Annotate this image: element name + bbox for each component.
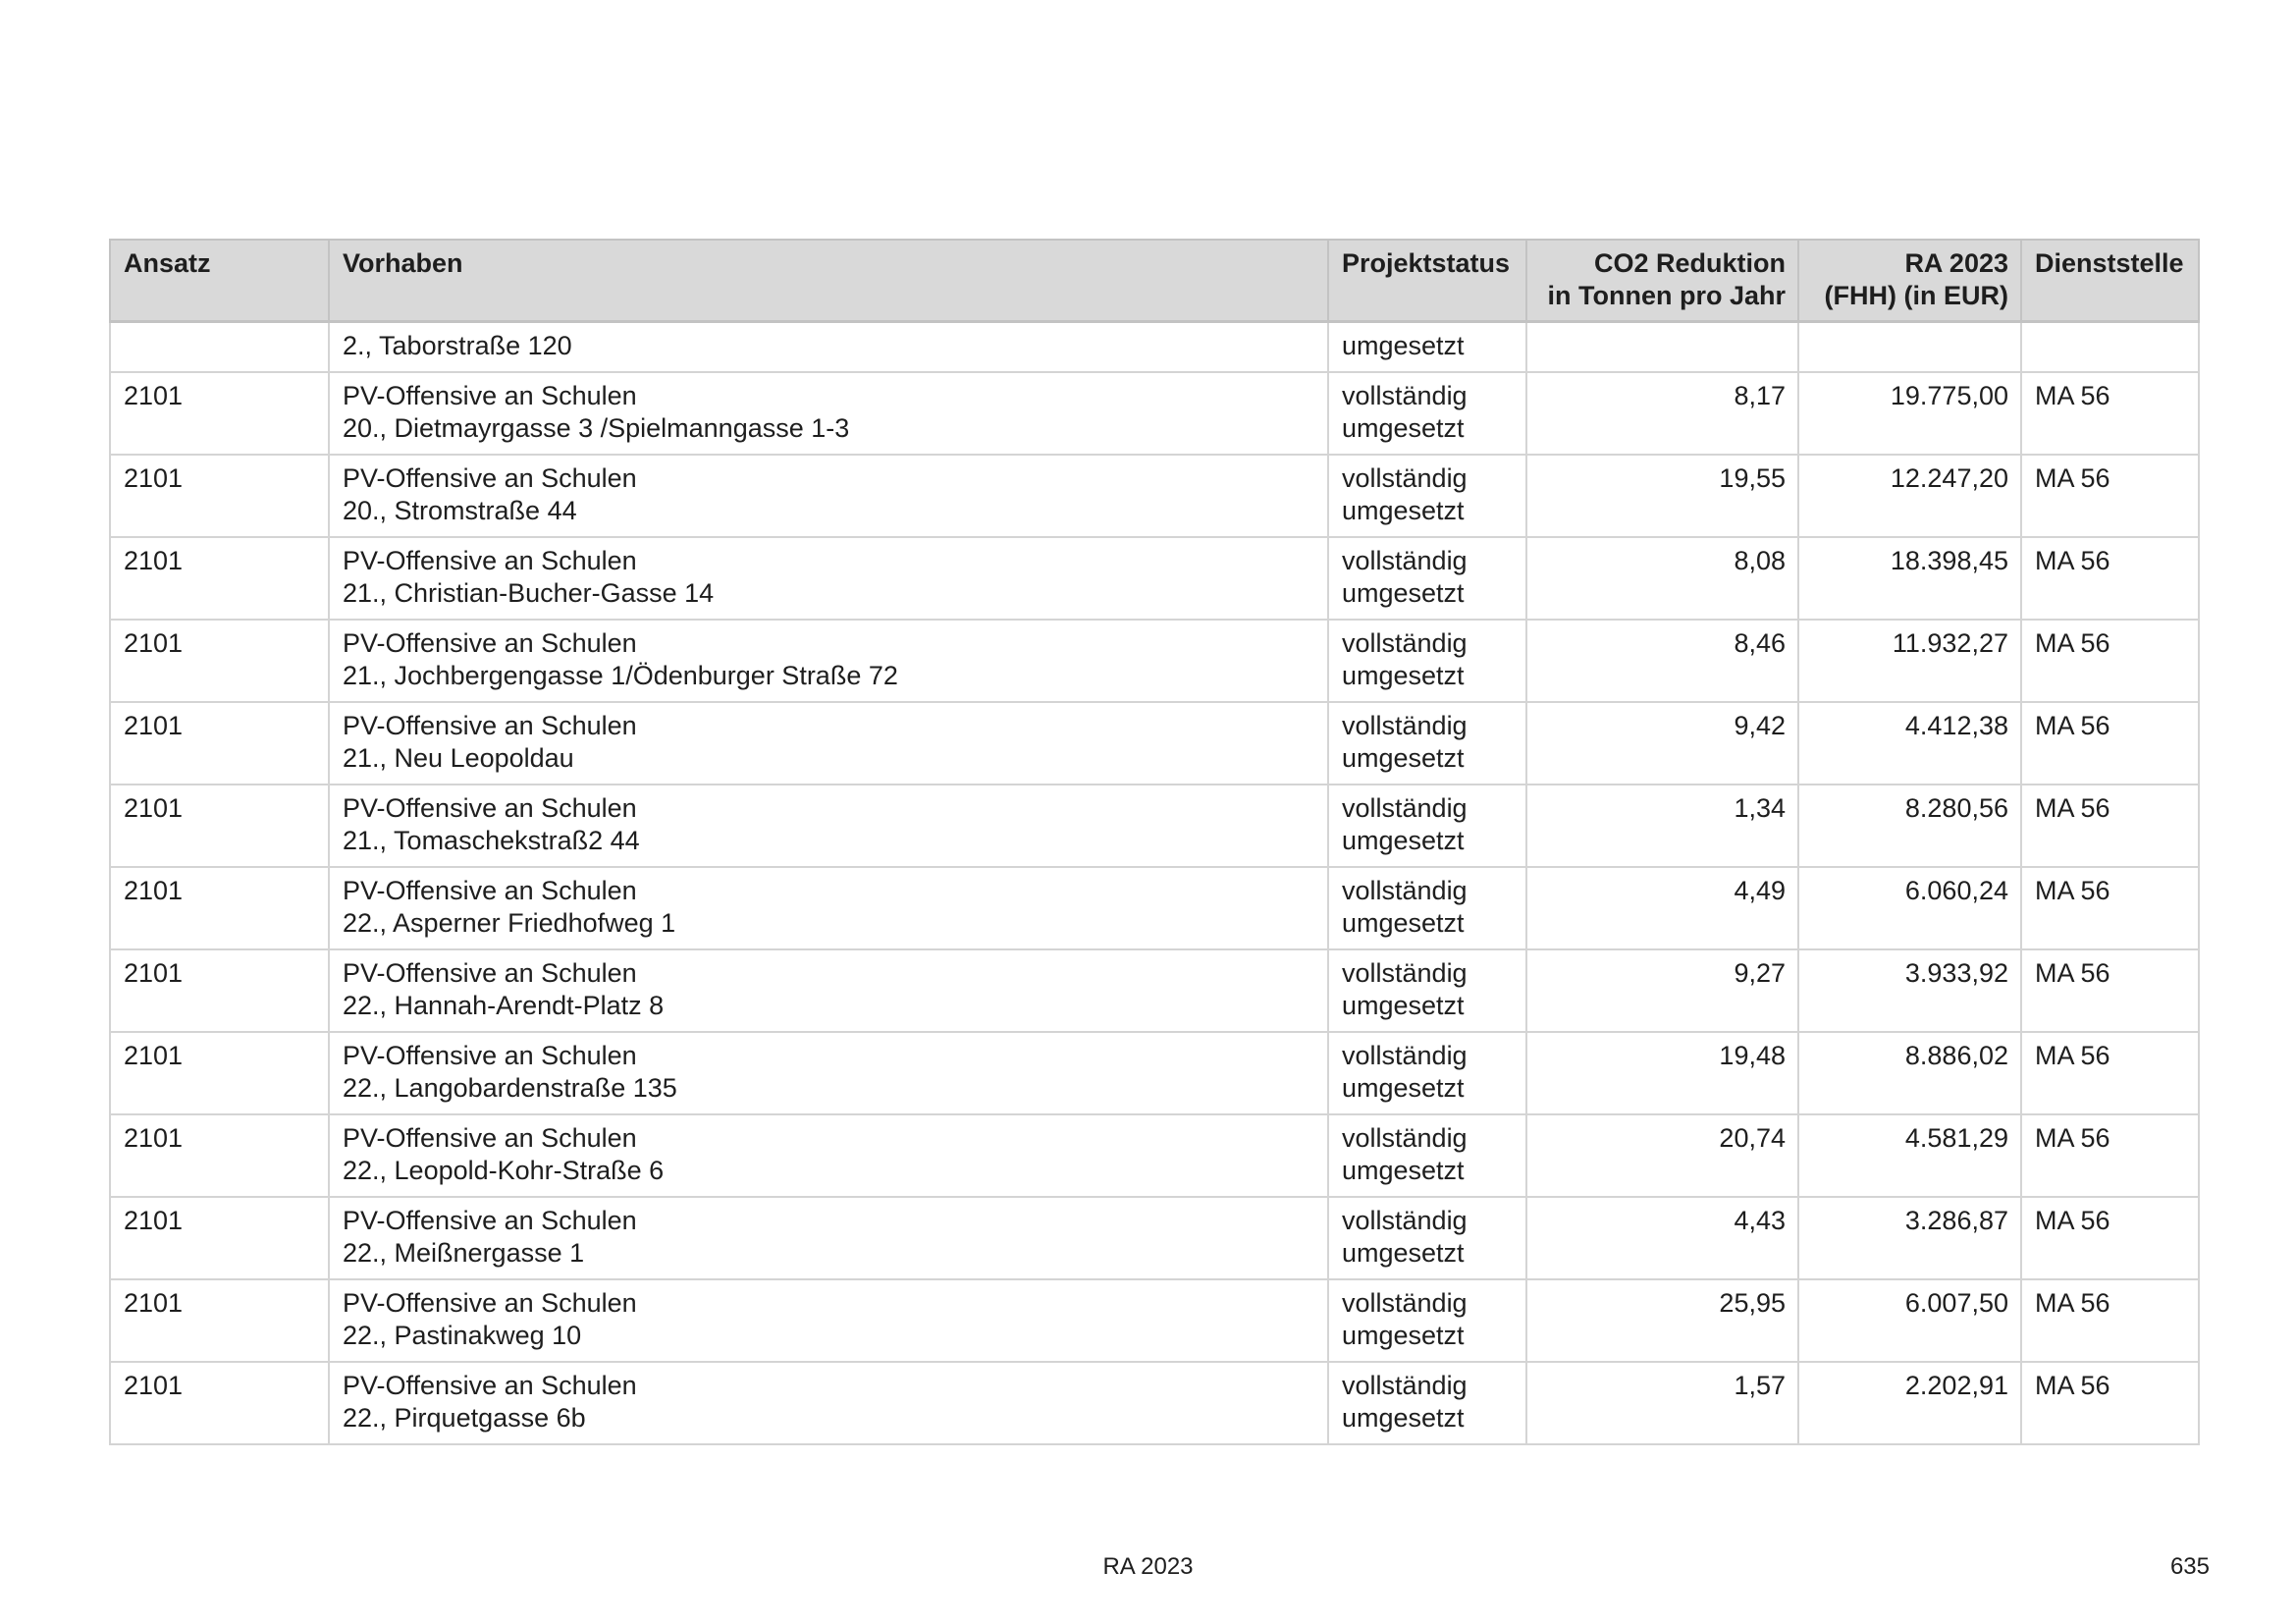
project-table xyxy=(109,239,2200,1445)
header-co2 xyxy=(1526,240,1798,321)
cell-vorhaben xyxy=(329,1279,1328,1362)
cell-text xyxy=(2035,330,2186,362)
table-row xyxy=(110,537,2199,620)
cell-text: 22., Leopold-Kohr-Straße 6 xyxy=(343,1156,665,1185)
table-row xyxy=(110,1197,2199,1279)
cell-text: 4,49 xyxy=(1734,876,1786,905)
cell-text: PV-Offensive an Schulen xyxy=(343,463,637,493)
cell-text: vollständig xyxy=(1342,463,1468,493)
cell-text: 2.202,91 xyxy=(1904,1371,2008,1400)
cell-text: umgesetzt xyxy=(1342,908,1465,938)
cell-text: 22., Meißnergasse 1 xyxy=(343,1238,585,1268)
cell-text: 9,27 xyxy=(1734,958,1786,988)
cell-text: umgesetzt xyxy=(1342,330,1465,360)
cell-ansatz xyxy=(110,455,329,537)
cell-text: 19,55 xyxy=(1719,463,1786,493)
header-label: Ansatz xyxy=(124,248,211,278)
cell-text xyxy=(1540,330,1786,362)
cell-projektstatus xyxy=(1328,1279,1526,1362)
cell-dienststelle xyxy=(2021,620,2199,702)
cell-text: PV-Offensive an Schulen xyxy=(343,381,637,410)
cell-text: 6.007,50 xyxy=(1904,1288,2008,1318)
cell-dienststelle xyxy=(2021,372,2199,455)
header-ansatz xyxy=(110,240,329,321)
header-label: CO2 Reduktion xyxy=(1593,248,1786,278)
cell-projektstatus xyxy=(1328,620,1526,702)
cell-text: vollständig xyxy=(1342,1123,1468,1153)
cell-text: MA 56 xyxy=(2035,1288,2110,1318)
cell-text: vollständig xyxy=(1342,1288,1468,1318)
cell-text: 8.280,56 xyxy=(1904,793,2008,823)
cell-projektstatus xyxy=(1328,372,1526,455)
cell-ansatz xyxy=(110,372,329,455)
header-dienststelle xyxy=(2021,240,2199,321)
cell-ra2023 xyxy=(1798,1032,2021,1114)
cell-ra2023 xyxy=(1798,702,2021,785)
header-label: Dienststelle xyxy=(2035,248,2184,278)
cell-text: 1,34 xyxy=(1734,793,1786,823)
cell-text: 2101 xyxy=(124,876,184,905)
cell-vorhaben xyxy=(329,620,1328,702)
cell-text: 9,42 xyxy=(1734,711,1786,740)
cell-text: 20,74 xyxy=(1719,1123,1786,1153)
cell-text: MA 56 xyxy=(2035,1371,2110,1400)
cell-text: 21., Christian-Bucher-Gasse 14 xyxy=(343,578,715,608)
cell-text: MA 56 xyxy=(2035,546,2110,575)
cell-text: 20., Dietmayrgasse 3 /Spielmanngasse 1-3 xyxy=(343,413,850,443)
cell-projektstatus xyxy=(1328,1114,1526,1197)
cell-vorhaben xyxy=(329,867,1328,949)
cell-text: PV-Offensive an Schulen xyxy=(343,958,637,988)
cell-text: 21., Neu Leopoldau xyxy=(343,743,574,773)
cell-projektstatus xyxy=(1328,321,1526,372)
cell-text: MA 56 xyxy=(2035,876,2110,905)
cell-text: PV-Offensive an Schulen xyxy=(343,1288,637,1318)
cell-projektstatus xyxy=(1328,537,1526,620)
cell-dienststelle xyxy=(2021,455,2199,537)
cell-ra2023 xyxy=(1798,1362,2021,1444)
cell-vorhaben xyxy=(329,1197,1328,1279)
cell-vorhaben xyxy=(329,321,1328,372)
cell-text: 2101 xyxy=(124,711,184,740)
cell-ansatz xyxy=(110,1197,329,1279)
cell-text: PV-Offensive an Schulen xyxy=(343,711,637,740)
cell-text: 22., Pastinakweg 10 xyxy=(343,1321,582,1350)
cell-ra2023 xyxy=(1798,785,2021,867)
cell-text xyxy=(124,330,316,362)
header-label: Projektstatus xyxy=(1342,248,1511,278)
cell-text: vollständig xyxy=(1342,711,1468,740)
cell-text: PV-Offensive an Schulen xyxy=(343,1041,637,1070)
cell-text: 22., Hannah-Arendt-Platz 8 xyxy=(343,991,665,1020)
cell-text: MA 56 xyxy=(2035,1206,2110,1235)
cell-dienststelle xyxy=(2021,785,2199,867)
cell-text: 3.933,92 xyxy=(1904,958,2008,988)
cell-text: umgesetzt xyxy=(1342,496,1465,525)
cell-text: vollständig xyxy=(1342,381,1468,410)
cell-ansatz xyxy=(110,321,329,372)
cell-projektstatus xyxy=(1328,949,1526,1032)
cell-projektstatus xyxy=(1328,1362,1526,1444)
header-label: in Tonnen pro Jahr xyxy=(1547,281,1786,310)
cell-ra2023 xyxy=(1798,1114,2021,1197)
cell-co2 xyxy=(1526,1279,1798,1362)
cell-text: 19,48 xyxy=(1719,1041,1786,1070)
cell-text: vollständig xyxy=(1342,628,1468,658)
cell-text: 6.060,24 xyxy=(1904,876,2008,905)
cell-text: MA 56 xyxy=(2035,628,2110,658)
cell-text: 12.247,20 xyxy=(1890,463,2008,493)
cell-text: 3.286,87 xyxy=(1904,1206,2008,1235)
cell-vorhaben xyxy=(329,702,1328,785)
cell-text: MA 56 xyxy=(2035,958,2110,988)
cell-text: umgesetzt xyxy=(1342,743,1465,773)
cell-text: 19.775,00 xyxy=(1890,381,2008,410)
cell-text: PV-Offensive an Schulen xyxy=(343,1123,637,1153)
cell-text: vollständig xyxy=(1342,793,1468,823)
cell-co2 xyxy=(1526,372,1798,455)
header-projektstatus xyxy=(1328,240,1526,321)
table-row xyxy=(110,620,2199,702)
cell-text: MA 56 xyxy=(2035,1041,2110,1070)
cell-text: MA 56 xyxy=(2035,1123,2110,1153)
cell-vorhaben xyxy=(329,949,1328,1032)
cell-co2 xyxy=(1526,1032,1798,1114)
cell-text: 11.932,27 xyxy=(1892,628,2008,658)
cell-vorhaben xyxy=(329,537,1328,620)
cell-text: 22., Asperner Friedhofweg 1 xyxy=(343,908,676,938)
cell-co2 xyxy=(1526,702,1798,785)
cell-text: umgesetzt xyxy=(1342,413,1465,443)
cell-text xyxy=(1812,330,2008,362)
cell-dienststelle xyxy=(2021,867,2199,949)
cell-ansatz xyxy=(110,537,329,620)
cell-co2 xyxy=(1526,1362,1798,1444)
cell-text: 2101 xyxy=(124,958,184,988)
header-label: RA 2023 xyxy=(1904,248,2008,278)
page-number: 635 xyxy=(2169,1553,2210,1580)
cell-ra2023 xyxy=(1798,372,2021,455)
cell-text: 2., Taborstraße 120 xyxy=(343,330,572,360)
cell-text: PV-Offensive an Schulen xyxy=(343,1206,637,1235)
cell-dienststelle xyxy=(2021,1279,2199,1362)
cell-text: PV-Offensive an Schulen xyxy=(343,546,637,575)
cell-ansatz xyxy=(110,867,329,949)
cell-text: umgesetzt xyxy=(1342,578,1465,608)
cell-projektstatus xyxy=(1328,1197,1526,1279)
cell-text: 2101 xyxy=(124,1371,184,1400)
cell-text: vollständig xyxy=(1342,958,1468,988)
cell-projektstatus xyxy=(1328,455,1526,537)
header-vorhaben xyxy=(329,240,1328,321)
cell-text: vollständig xyxy=(1342,876,1468,905)
cell-projektstatus xyxy=(1328,1032,1526,1114)
header-ra2023 xyxy=(1798,240,2021,321)
cell-text: 1,57 xyxy=(1734,1371,1786,1400)
cell-vorhaben xyxy=(329,1032,1328,1114)
cell-projektstatus xyxy=(1328,785,1526,867)
header-row xyxy=(110,240,2199,321)
table-row xyxy=(110,785,2199,867)
cell-co2 xyxy=(1526,620,1798,702)
cell-vorhaben xyxy=(329,455,1328,537)
cell-vorhaben xyxy=(329,372,1328,455)
cell-text: PV-Offensive an Schulen xyxy=(343,876,637,905)
table-row xyxy=(110,1279,2199,1362)
cell-ra2023 xyxy=(1798,620,2021,702)
cell-text: umgesetzt xyxy=(1342,1321,1465,1350)
cell-ra2023 xyxy=(1798,1197,2021,1279)
cell-text: PV-Offensive an Schulen xyxy=(343,793,637,823)
table-header xyxy=(110,240,2199,321)
cell-vorhaben xyxy=(329,1362,1328,1444)
cell-text: vollständig xyxy=(1342,1041,1468,1070)
footer-title: RA 2023 xyxy=(1102,1553,1194,1580)
cell-text: MA 56 xyxy=(2035,463,2110,493)
cell-projektstatus xyxy=(1328,867,1526,949)
cell-co2 xyxy=(1526,321,1798,372)
cell-ansatz xyxy=(110,1032,329,1114)
cell-text: 22., Langobardenstraße 135 xyxy=(343,1073,677,1103)
table-row xyxy=(110,702,2199,785)
cell-text: umgesetzt xyxy=(1342,826,1465,855)
cell-text: PV-Offensive an Schulen xyxy=(343,628,637,658)
cell-ansatz xyxy=(110,620,329,702)
cell-text: umgesetzt xyxy=(1342,661,1465,690)
cell-text: umgesetzt xyxy=(1342,1073,1465,1103)
cell-text: umgesetzt xyxy=(1342,1238,1465,1268)
cell-co2 xyxy=(1526,1197,1798,1279)
cell-text: 20., Stromstraße 44 xyxy=(343,496,577,525)
cell-ansatz xyxy=(110,785,329,867)
cell-ansatz xyxy=(110,949,329,1032)
cell-text: 8,46 xyxy=(1734,628,1786,658)
cell-ansatz xyxy=(110,1114,329,1197)
table-row xyxy=(110,1362,2199,1444)
table-row xyxy=(110,321,2199,372)
cell-text: 21., Jochbergengasse 1/Ödenburger Straße 72 xyxy=(343,661,898,690)
cell-text: 2101 xyxy=(124,628,184,658)
cell-co2 xyxy=(1526,1114,1798,1197)
table-row xyxy=(110,949,2199,1032)
cell-text: 22., Pirquetgasse 6b xyxy=(343,1403,586,1433)
table-row xyxy=(110,867,2199,949)
cell-dienststelle xyxy=(2021,1114,2199,1197)
cell-text: 4.581,29 xyxy=(1904,1123,2008,1153)
cell-ra2023 xyxy=(1798,537,2021,620)
cell-text: 8.886,02 xyxy=(1904,1041,2008,1070)
cell-ra2023 xyxy=(1798,455,2021,537)
cell-co2 xyxy=(1526,537,1798,620)
cell-text: 25,95 xyxy=(1719,1288,1786,1318)
cell-text: 21., Tomaschekstraß2 44 xyxy=(343,826,640,855)
cell-co2 xyxy=(1526,785,1798,867)
cell-ra2023 xyxy=(1798,321,2021,372)
table-body xyxy=(110,321,2199,1444)
cell-text: 8,08 xyxy=(1734,546,1786,575)
table-row xyxy=(110,372,2199,455)
cell-text: MA 56 xyxy=(2035,793,2110,823)
header-label: (FHH) (in EUR) xyxy=(1824,281,2008,310)
cell-text: 2101 xyxy=(124,1041,184,1070)
cell-text: 18.398,45 xyxy=(1890,546,2008,575)
cell-dienststelle xyxy=(2021,1197,2199,1279)
cell-text: 2101 xyxy=(124,1206,184,1235)
cell-dienststelle xyxy=(2021,537,2199,620)
cell-text: MA 56 xyxy=(2035,381,2110,410)
cell-text: vollständig xyxy=(1342,546,1468,575)
cell-vorhaben xyxy=(329,785,1328,867)
cell-dienststelle xyxy=(2021,1362,2199,1444)
cell-text: PV-Offensive an Schulen xyxy=(343,1371,637,1400)
cell-co2 xyxy=(1526,949,1798,1032)
cell-text: 2101 xyxy=(124,463,184,493)
cell-text: umgesetzt xyxy=(1342,1403,1465,1433)
cell-vorhaben xyxy=(329,1114,1328,1197)
cell-dienststelle xyxy=(2021,702,2199,785)
cell-text: umgesetzt xyxy=(1342,991,1465,1020)
table-row xyxy=(110,1114,2199,1197)
cell-text: 2101 xyxy=(124,1123,184,1153)
cell-text: 8,17 xyxy=(1734,381,1786,410)
cell-co2 xyxy=(1526,867,1798,949)
cell-ansatz xyxy=(110,702,329,785)
cell-text: MA 56 xyxy=(2035,711,2110,740)
cell-text: vollständig xyxy=(1342,1371,1468,1400)
cell-text: 2101 xyxy=(124,381,184,410)
cell-text: 4,43 xyxy=(1734,1206,1786,1235)
cell-ansatz xyxy=(110,1279,329,1362)
cell-ra2023 xyxy=(1798,867,2021,949)
cell-text: 2101 xyxy=(124,546,184,575)
cell-projektstatus xyxy=(1328,702,1526,785)
cell-text: 2101 xyxy=(124,1288,184,1318)
cell-text: vollständig xyxy=(1342,1206,1468,1235)
cell-dienststelle xyxy=(2021,321,2199,372)
cell-ra2023 xyxy=(1798,949,2021,1032)
cell-text: umgesetzt xyxy=(1342,1156,1465,1185)
table-row xyxy=(110,1032,2199,1114)
cell-co2 xyxy=(1526,455,1798,537)
cell-ra2023 xyxy=(1798,1279,2021,1362)
cell-dienststelle xyxy=(2021,1032,2199,1114)
table-row xyxy=(110,455,2199,537)
cell-ansatz xyxy=(110,1362,329,1444)
header-label: Vorhaben xyxy=(343,248,463,278)
cell-text: 2101 xyxy=(124,793,184,823)
cell-text: 4.412,38 xyxy=(1904,711,2008,740)
cell-dienststelle xyxy=(2021,949,2199,1032)
